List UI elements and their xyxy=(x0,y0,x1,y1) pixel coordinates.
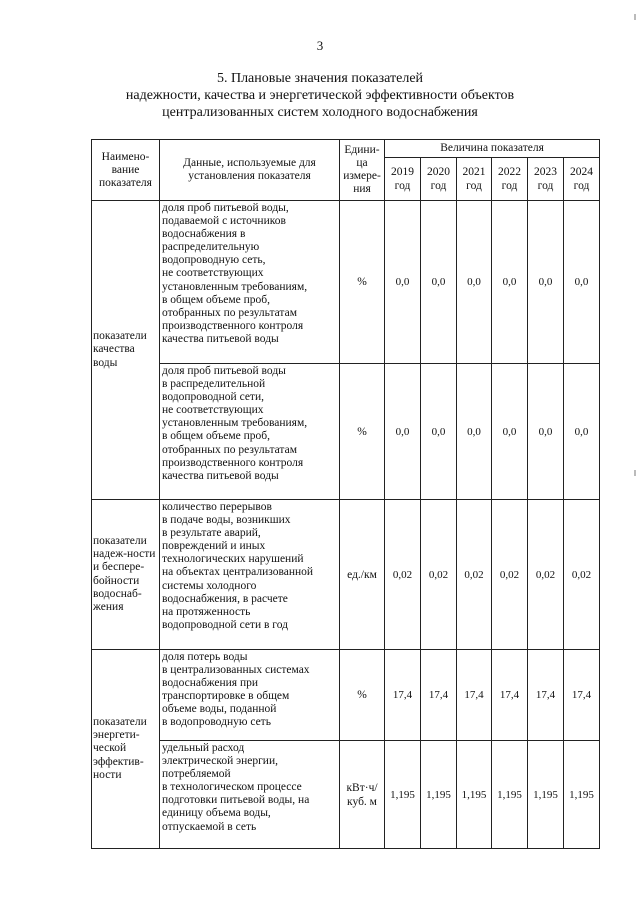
value-cell: 0,0 xyxy=(421,201,457,364)
value-cell: 0,0 xyxy=(385,201,421,364)
table-row xyxy=(92,364,600,500)
heading-line-2: надежности, качества и энергетической эффективности объектов xyxy=(125,88,515,103)
value-cell: 17,4 xyxy=(421,650,457,741)
value-cell: 1,195 xyxy=(421,741,457,849)
heading-line-3: централизованных систем холодного водоснабжения xyxy=(162,105,478,120)
value-cell: 0,02 xyxy=(457,500,492,650)
table-row xyxy=(92,201,600,364)
header-year: 2024 год xyxy=(564,158,600,201)
value-cell: 17,4 xyxy=(385,650,421,741)
header-year: 2020 год xyxy=(421,158,457,201)
table-row xyxy=(92,650,600,741)
header-year: 2022 год xyxy=(492,158,528,201)
category-cell: показатели надеж-ности и беспере-бойности водоснаб-жения xyxy=(92,500,160,650)
value-cell: 0,0 xyxy=(457,201,492,364)
category-cell: показатели энергети-ческой эффектив-ности xyxy=(92,650,160,849)
description-cell: доля проб питьевой воды в распределительной водопроводной сети, не соответствующих установленным требованиям, в общем объеме проб, отобранных по результатам производственного контроля качества питьевой воды xyxy=(160,364,340,500)
header-name: Наимено-вание показателя xyxy=(92,140,160,201)
value-cell: 0,0 xyxy=(492,364,528,500)
value-cell: 0,02 xyxy=(385,500,421,650)
value-cell: 0,02 xyxy=(421,500,457,650)
header-unit: Едини-ца измере-ния xyxy=(340,140,385,201)
value-cell: 0,0 xyxy=(492,201,528,364)
value-cell: 1,195 xyxy=(457,741,492,849)
value-cell: 0,0 xyxy=(457,364,492,500)
unit-cell: % xyxy=(340,364,385,500)
table-row xyxy=(92,500,600,650)
description-cell: доля потерь воды в централизованных системах водоснабжения при транспортировке в общем объеме воды, поданной в водопроводную сеть xyxy=(160,650,340,741)
header-year: 2019 год xyxy=(385,158,421,201)
unit-cell: кВт·ч/ куб. м xyxy=(340,741,385,849)
value-cell: 17,4 xyxy=(528,650,564,741)
indicators-table xyxy=(91,139,600,849)
table-row xyxy=(92,741,600,849)
value-cell: 17,4 xyxy=(457,650,492,741)
value-cell: 1,195 xyxy=(385,741,421,849)
value-cell: 1,195 xyxy=(492,741,528,849)
unit-cell: % xyxy=(340,201,385,364)
margin-mark xyxy=(634,470,636,476)
value-cell: 0,0 xyxy=(385,364,421,500)
document-heading xyxy=(0,70,640,121)
margin-mark xyxy=(634,14,636,20)
value-cell: 17,4 xyxy=(564,650,600,741)
value-cell: 1,195 xyxy=(564,741,600,849)
description-cell: доля проб питьевой воды, подаваемой с источников водоснабжения в распределительную водопроводную сеть, не соответствующих установленным требованиям, в общем объеме проб, отобранных по результатам производственного контроля качества питьевой воды xyxy=(160,201,340,364)
value-cell: 0,02 xyxy=(564,500,600,650)
header-value-group: Величина показателя xyxy=(385,140,600,158)
value-cell: 0,0 xyxy=(421,364,457,500)
value-cell: 0,02 xyxy=(528,500,564,650)
value-cell: 0,0 xyxy=(528,201,564,364)
value-cell: 0,0 xyxy=(528,364,564,500)
value-cell: 0,02 xyxy=(492,500,528,650)
page-number: 3 xyxy=(316,38,324,53)
unit-cell: % xyxy=(340,650,385,741)
value-cell: 17,4 xyxy=(492,650,528,741)
value-cell: 0,0 xyxy=(564,364,600,500)
description-cell: количество перерывов в подаче воды, возникших в результате аварий, повреждений и иных технологических нарушений на объектах централизованной системы холодного водоснабжения, в расчете на протяженность водопроводной сети в год xyxy=(160,500,340,650)
category-cell: показатели качества воды xyxy=(92,201,160,500)
header-year: 2021 год xyxy=(457,158,492,201)
header-year: 2023 год xyxy=(528,158,564,201)
unit-cell: ед./км xyxy=(340,500,385,650)
value-cell: 0,0 xyxy=(564,201,600,364)
heading-line-1: 5. Плановые значения показателей xyxy=(216,71,424,86)
header-data: Данные, используемые для установления показателя xyxy=(160,140,340,201)
value-cell: 1,195 xyxy=(528,741,564,849)
description-cell: удельный расход электрической энергии, потребляемой в технологическом процессе подготовки питьевой воды, на единицу объема воды, отпускаемой в сеть xyxy=(160,741,340,849)
